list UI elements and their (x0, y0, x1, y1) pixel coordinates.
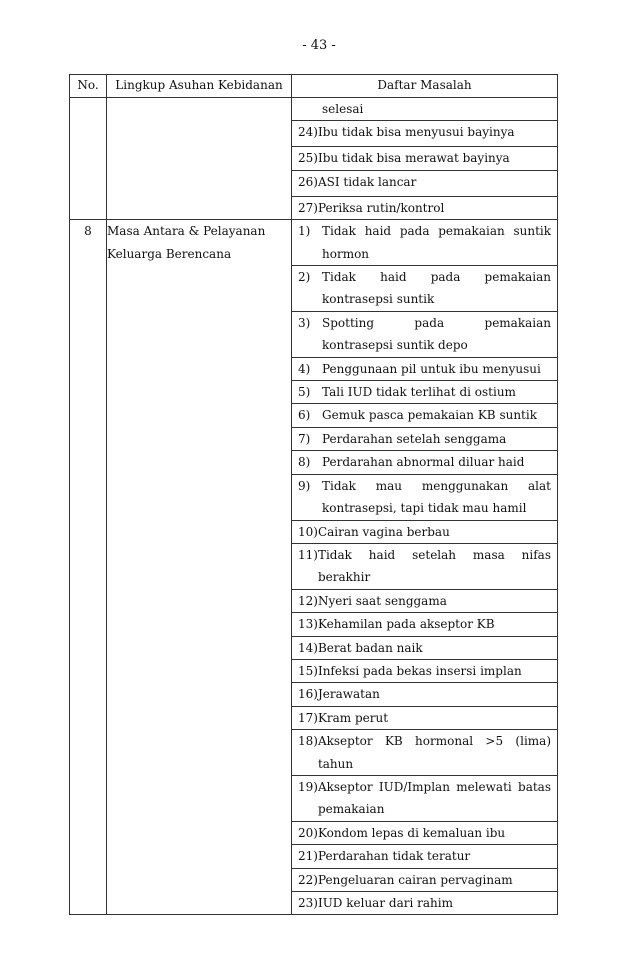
problem-text: selesai (322, 102, 364, 116)
problem-text: Tidak haid pada pemakaian kontrasepsi suntik (322, 270, 551, 307)
problem-text: Jerawatan (317, 687, 380, 702)
problem-item (292, 171, 557, 193)
problem-number: 5) (298, 385, 311, 400)
header-daftar-masalah: Daftar Masalah (292, 75, 558, 98)
cell-masalah (292, 451, 558, 474)
problem-number: 22) (298, 872, 318, 887)
problem-item (292, 266, 557, 311)
section-lingkup: Masa Antara & Pelayanan Keluarga Berencana (107, 220, 292, 915)
problem-text: Cairan vagina berbau (317, 524, 450, 539)
problem-text: Pengeluaran cairan pervaginam (317, 872, 513, 887)
header-no: No. (70, 75, 107, 98)
problem-text: Kehamilan pada akseptor KB (317, 617, 495, 632)
cell-masalah (292, 868, 558, 891)
cell-masalah (292, 266, 558, 312)
problem-item (292, 892, 557, 914)
table-row (70, 98, 558, 121)
problem-text: Infeksi pada bekas insersi implan (317, 663, 522, 678)
problem-text: Tali IUD tidak terlihat di ostium (322, 385, 516, 400)
problem-text: Kram perut (317, 710, 389, 725)
cell-masalah (292, 474, 558, 520)
cell-masalah (292, 381, 558, 404)
page-number: - 43 - (302, 38, 336, 53)
cell-masalah (292, 730, 558, 776)
cell-masalah (292, 427, 558, 450)
problem-item (292, 613, 557, 635)
problem-number: 21) (298, 849, 318, 864)
problem-text: Gemuk pasca pemakaian KB suntik (322, 408, 537, 423)
cell-masalah (292, 121, 558, 147)
problem-item (292, 660, 557, 682)
cell-masalah (292, 520, 558, 543)
problem-item (292, 197, 557, 219)
problem-item (292, 475, 557, 520)
problem-text: Ibu tidak bisa merawat bayinya (317, 151, 510, 166)
problem-number: 25) (298, 151, 318, 166)
cell-masalah (292, 589, 558, 612)
problem-number: 18) (298, 734, 318, 749)
problem-text: Akseptor IUD/Implan melewati batas pemakaian (317, 779, 551, 817)
problem-number: 10) (298, 524, 318, 539)
problem-text: Perdarahan setelah senggama (322, 431, 507, 446)
problem-item (292, 358, 557, 380)
problem-item (292, 707, 557, 729)
problem-text: Spotting pada pemakaian kontrasepsi suntik depo (322, 315, 551, 353)
problem-text: Tidak mau menggunakan alat kontrasepsi, tapi tidak mau hamil (322, 478, 551, 516)
problem-text: Tidak haid setelah masa nifas berakhir (317, 547, 551, 585)
problem-number: 9) (298, 478, 311, 493)
problem-item (292, 312, 557, 357)
problem-number: 3) (298, 315, 311, 330)
table-row (70, 220, 558, 266)
problem-item (292, 147, 557, 169)
problem-number: 6) (298, 408, 311, 423)
problem-text: Nyeri saat senggama (317, 593, 447, 608)
problem-number: 8) (298, 455, 311, 470)
problem-item (292, 544, 557, 589)
problem-item (292, 869, 557, 891)
problem-number: 4) (298, 361, 311, 376)
problem-text: Perdarahan abnormal diluar haid (322, 455, 525, 470)
cell-no-empty (70, 98, 107, 220)
problem-item (292, 845, 557, 867)
problem-number: 26) (298, 174, 318, 189)
cell-lingkup-empty (107, 98, 292, 220)
problem-text: Akseptor KB hormonal >5 (lima) tahun (317, 734, 551, 771)
cell-masalah (292, 613, 558, 636)
problem-number: 19) (298, 779, 318, 794)
problem-text: Periksa rutin/kontrol (317, 200, 445, 215)
problem-text: IUD keluar dari rahim (317, 896, 453, 910)
problem-text: Penggunaan pil untuk ibu menyusui (322, 361, 541, 376)
problem-item (292, 822, 557, 844)
problem-item (292, 683, 557, 705)
problem-number: 17) (298, 710, 318, 725)
problem-item (292, 220, 557, 265)
cell-masalah (292, 659, 558, 682)
problem-number: 1) (298, 224, 311, 239)
cell-masalah (292, 170, 558, 196)
problem-number: 16) (298, 687, 318, 702)
cell-masalah (292, 98, 558, 121)
cell-masalah (292, 147, 558, 170)
problem-text: Kondom lepas di kemaluan ibu (317, 825, 506, 840)
problem-number: 14) (298, 640, 318, 655)
problem-text: Ibu tidak bisa menyusui bayinya (317, 125, 515, 140)
cell-masalah (292, 636, 558, 659)
problem-item (292, 776, 557, 821)
cell-masalah (292, 404, 558, 427)
cell-masalah (292, 821, 558, 844)
problem-number: 24) (298, 125, 318, 140)
problem-item (292, 381, 557, 403)
problem-item (292, 98, 557, 120)
cell-masalah (292, 892, 558, 915)
cell-masalah (292, 845, 558, 868)
header-lingkup: Lingkup Asuhan Kebidanan (107, 75, 292, 98)
problem-number: 13) (298, 617, 318, 632)
problem-text: Berat badan naik (317, 640, 423, 655)
table-body (70, 98, 558, 915)
problem-number: 2) (298, 270, 311, 285)
cell-masalah (292, 220, 558, 266)
problem-item (292, 590, 557, 612)
problem-text: Perdarahan tidak teratur (317, 849, 471, 864)
problem-number: 11) (298, 547, 318, 562)
problem-text: ASI tidak lancar (317, 174, 417, 189)
cell-masalah (292, 357, 558, 380)
table-header-row (70, 75, 558, 98)
problem-item (292, 730, 557, 775)
problem-number: 23) (298, 896, 318, 910)
problem-item (292, 428, 557, 450)
cell-masalah (292, 543, 558, 589)
cell-masalah (292, 196, 558, 219)
problem-number: 12) (298, 593, 318, 608)
cell-masalah (292, 311, 558, 357)
cell-masalah (292, 775, 558, 821)
cell-masalah (292, 706, 558, 729)
problem-item (292, 637, 557, 659)
section-number: 8 (70, 220, 107, 915)
problem-number: 15) (298, 663, 318, 678)
cell-masalah (292, 683, 558, 706)
problem-number: 27) (298, 200, 318, 215)
problem-item (292, 404, 557, 426)
problem-number: 7) (298, 431, 311, 446)
problem-item (292, 451, 557, 473)
problem-number: 20) (298, 825, 318, 840)
problem-item (292, 121, 557, 143)
problem-item (292, 521, 557, 543)
problem-text: Tidak haid pada pemakaian suntik hormon (322, 224, 551, 261)
problem-list-table (69, 74, 558, 915)
